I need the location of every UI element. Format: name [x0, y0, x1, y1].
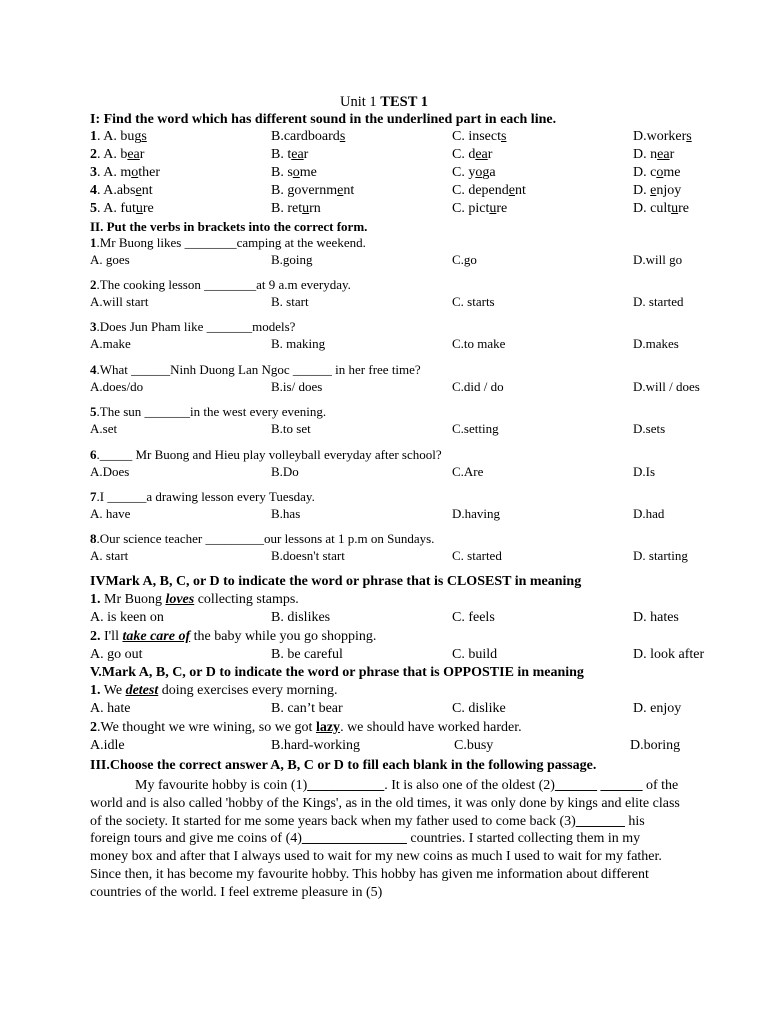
sound-question-row: [90, 183, 730, 201]
option-suffix: rn: [309, 201, 321, 216]
answer-option: B.has: [271, 506, 301, 521]
answer-row: [90, 506, 730, 524]
answer-option: D.makes: [633, 336, 679, 351]
section-5-heading: V.Mark A, B, C, or D to indicate the word or phrase that is OPPOSTIE in meaning: [90, 665, 584, 680]
question-number: 5: [90, 404, 97, 419]
answer-option: C. starts: [452, 294, 495, 309]
answer-option: A.set: [90, 421, 118, 436]
answer-row: [90, 464, 730, 482]
question-text: .Our science teacher _________our lessons at 1 p.m on Sundays.: [96, 531, 435, 546]
answer-option: B. making: [271, 336, 326, 351]
answer-option: [452, 165, 496, 181]
answer-option: C.go: [452, 252, 477, 267]
question-text: collecting stamps.: [194, 592, 299, 607]
option-prefix: . A. m: [97, 165, 132, 180]
blank-1: ___________: [307, 778, 385, 793]
answer-option: [90, 201, 154, 217]
answer-option: [633, 201, 689, 217]
question-number: 3: [90, 165, 97, 180]
passage-text-5: countries. I started collecting them in my money box and after that I always used to wait for my new coins as much I used to wait for my father. Since then, it has become my favourite hobby. This hobby has given me information about different countries of the world. I feel extreme pleasure in (5): [90, 831, 662, 900]
underlined-part: o: [292, 165, 300, 180]
option-suffix: me: [663, 165, 681, 180]
question-text: .Mr Buong likes ________camping at the weekend.: [96, 235, 366, 250]
answer-row: [90, 379, 730, 397]
question-text: I'll: [100, 629, 123, 644]
answer-option: [90, 183, 153, 199]
answer-row: [90, 610, 730, 628]
answer-option: A.idle: [90, 738, 125, 753]
underlined-part: e: [508, 183, 515, 198]
option-prefix: D. cult: [633, 201, 672, 216]
answer-option: [633, 147, 674, 163]
question-number: 4: [90, 183, 97, 198]
option-suffix: re: [496, 201, 508, 216]
sound-question-row: [90, 129, 730, 147]
blank-4: _______________: [301, 831, 407, 847]
underlined-part: o: [475, 165, 483, 180]
underlined-part: u: [671, 201, 679, 216]
answer-option: C. started: [452, 548, 502, 563]
question-number: 1.: [90, 592, 101, 607]
option-suffix: nt: [141, 183, 153, 198]
answer-row: [90, 647, 730, 665]
answer-option: [90, 129, 147, 145]
option-suffix: me: [299, 165, 317, 180]
question-text: .The cooking lesson ________at 9 a.m everyday.: [96, 277, 351, 292]
option-suffix: r: [139, 147, 145, 162]
answer-option: [452, 129, 506, 145]
option-suffix: nt: [514, 183, 526, 198]
answer-option: A.Does: [90, 464, 130, 479]
option-prefix: C. d: [452, 147, 476, 162]
option-prefix: C. insect: [452, 129, 501, 144]
question-text: .Does Jun Pham like _______models?: [96, 319, 296, 334]
answer-option: A.does/do: [90, 379, 144, 394]
answer-row: [90, 294, 730, 312]
answer-option: C.busy: [454, 738, 494, 753]
option-prefix: B. ret: [271, 201, 303, 216]
option-prefix: B. governm: [271, 183, 338, 198]
answer-option: [90, 165, 160, 181]
question-number: 2: [90, 277, 97, 292]
answer-option: A. start: [90, 548, 129, 563]
verb-question: [90, 531, 730, 549]
option-prefix: D. c: [633, 165, 657, 180]
option-suffix: nt: [343, 183, 355, 198]
answer-option: A. go out: [90, 647, 143, 662]
question-text: We: [100, 683, 126, 698]
option-prefix: C. depend: [452, 183, 509, 198]
title-unit: Unit 1: [340, 94, 381, 110]
answer-option: [633, 183, 681, 199]
answer-option: D.boring: [630, 738, 681, 753]
answer-option: [633, 165, 680, 181]
question-text: .What ______Ninh Duong Lan Ngoc ______ in her free time?: [96, 362, 421, 377]
underlined-part: e: [135, 183, 142, 198]
question-number: 7: [90, 489, 97, 504]
answer-option: B. dislikes: [271, 610, 331, 625]
underlined-part: o: [656, 165, 664, 180]
question-number: 1: [90, 129, 97, 144]
question-number: 3: [90, 319, 97, 334]
passage-text-4: his foreign tours and give me coins of (4): [90, 813, 645, 847]
key-phrase: loves: [165, 592, 195, 607]
verb-question: [90, 235, 730, 253]
answer-option: [452, 147, 492, 163]
answer-row: [90, 701, 730, 719]
question-text: doing exercises every morning.: [158, 683, 338, 698]
option-prefix: B.cardboard: [271, 129, 340, 144]
key-phrase: lazy: [315, 720, 341, 735]
answer-option: C.setting: [452, 421, 499, 436]
underlined-part: s: [501, 129, 507, 144]
sound-question-row: [90, 201, 730, 219]
answer-row: [90, 738, 730, 756]
answer-option: [633, 129, 692, 145]
option-suffix: ther: [138, 165, 160, 180]
meaning-question: [90, 683, 730, 701]
answer-option: [452, 201, 507, 217]
answer-option: B.doesn't start: [271, 548, 345, 563]
meaning-question: [90, 592, 730, 610]
answer-option: C.to make: [452, 336, 506, 351]
key-phrase: detest: [125, 683, 159, 698]
answer-option: D.having: [452, 506, 501, 521]
answer-option: A. have: [90, 506, 131, 521]
answer-option: [271, 183, 354, 199]
answer-option: C. build: [452, 647, 498, 662]
underlined-part: s: [686, 129, 692, 144]
answer-option: C. dislike: [452, 701, 506, 716]
question-text: Mr Buong: [100, 592, 166, 607]
answer-option: A.make: [90, 336, 131, 351]
page-title: [0, 94, 768, 111]
verb-question: [90, 319, 730, 337]
question-text: ._____ Mr Buong and Hieu play volleyball everyday after school?: [96, 447, 442, 462]
key-phrase: take care of: [122, 629, 191, 644]
section-2-heading: II. Put the verbs in brackets into the correct form.: [90, 219, 368, 234]
section-3-heading: III.Choose the correct answer A, B, C or D to fill each blank in the following passage.: [90, 758, 597, 773]
answer-option: [271, 165, 317, 181]
verb-question: [90, 277, 730, 295]
underlined-part: u: [489, 201, 497, 216]
answer-option: D.Is: [633, 464, 656, 479]
option-prefix: . A. fut: [97, 201, 136, 216]
option-prefix: B. t: [271, 147, 292, 162]
underlined-part: o: [131, 165, 139, 180]
question-number: 2: [90, 147, 97, 162]
option-prefix: C. pict: [452, 201, 490, 216]
sound-question-row: [90, 147, 730, 165]
blank-3: _______: [575, 813, 625, 829]
passage-text-2: . It is also one of the oldest (2): [384, 778, 555, 793]
question-number: 8: [90, 531, 97, 546]
section-1-heading: I: Find the word which has different sound in the underlined part in each line.: [90, 112, 557, 127]
verb-question: [90, 362, 730, 380]
option-prefix: C. y: [452, 165, 476, 180]
option-suffix: ga: [482, 165, 496, 180]
option-suffix: re: [678, 201, 689, 216]
answer-option: B.hard-working: [271, 738, 361, 753]
passage-text-3: of the world and is also called 'hobby of the Kings', as in the old times, it was only done by kings and elite class of the society. It started for me some years back when my father used to come back (3): [90, 778, 680, 829]
answer-row: [90, 548, 730, 566]
answer-option: C.Are: [452, 464, 484, 479]
answer-option: D. look after: [633, 647, 705, 662]
answer-option: D. hates: [633, 610, 679, 625]
question-number: 6: [90, 447, 97, 462]
meaning-question: [90, 720, 730, 738]
answer-option: D.will go: [633, 252, 683, 267]
underlined-part: u: [302, 201, 310, 216]
underlined-part: ea: [291, 147, 304, 162]
answer-option: C. feels: [452, 610, 495, 625]
answer-row: [90, 336, 730, 354]
answer-option: [90, 147, 144, 163]
answer-row: [90, 421, 730, 439]
question-text: .The sun _______in the west every evening.: [96, 404, 327, 419]
underlined-part: s: [339, 129, 346, 144]
question-number: 4: [90, 362, 97, 377]
underlined-part: ea: [127, 147, 140, 162]
answer-option: [452, 183, 526, 199]
answer-option: D.had: [633, 506, 665, 521]
question-text: .I ______a drawing lesson every Tuesday.: [96, 489, 315, 504]
underlined-part: u: [135, 201, 143, 216]
option-prefix: . A. b: [97, 147, 128, 162]
passage-text-1: My favourite hobby is coin (1): [135, 778, 308, 793]
answer-option: [271, 147, 308, 163]
verb-question: [90, 404, 730, 422]
answer-row: [90, 252, 730, 270]
section-4-heading: IVMark A, B, C, or D to indicate the word or phrase that is CLOSEST in meaning: [90, 574, 582, 589]
underlined-part: ea: [657, 147, 670, 162]
meaning-question: [90, 629, 730, 647]
underlined-part: s: [141, 129, 147, 144]
option-prefix: D.worker: [633, 129, 687, 144]
answer-option: B. start: [271, 294, 309, 309]
question-number: 5: [90, 201, 97, 216]
option-prefix: B. s: [271, 165, 293, 180]
answer-option: A.will start: [90, 294, 149, 309]
question-text: . we should have worked harder.: [340, 720, 522, 735]
answer-option: B.Do: [271, 464, 299, 479]
underlined-part: ea: [475, 147, 488, 162]
underlined-part: e: [337, 183, 344, 198]
option-suffix: re: [142, 201, 154, 216]
verb-question: [90, 447, 730, 465]
option-suffix: njoy: [656, 183, 682, 198]
reading-passage: [90, 777, 680, 902]
answer-option: B.is/ does: [271, 379, 323, 394]
answer-option: A. hate: [90, 701, 131, 716]
option-prefix: . A. bug: [97, 129, 142, 144]
answer-option: D. starting: [633, 548, 688, 563]
title-test: TEST 1: [380, 94, 428, 110]
option-suffix: r: [669, 147, 675, 162]
answer-option: [271, 129, 345, 145]
option-prefix: D.: [633, 183, 651, 198]
answer-option: A. goes: [90, 252, 130, 267]
option-prefix: D. n: [633, 147, 658, 162]
answer-option: D. enjoy: [633, 701, 682, 716]
answer-option: D. started: [633, 294, 684, 309]
answer-option: D.sets: [633, 421, 666, 436]
question-number: 2.: [90, 629, 101, 644]
answer-option: B. be careful: [271, 647, 343, 662]
answer-option: C.did / do: [452, 379, 504, 394]
answer-option: D.will / does: [633, 379, 700, 394]
sound-question-row: [90, 165, 730, 183]
question-number: 1: [90, 235, 97, 250]
option-suffix: r: [303, 147, 309, 162]
answer-option: B.going: [271, 252, 313, 267]
option-prefix: . A.abs: [97, 183, 136, 198]
blank-2: ______ ______: [554, 778, 643, 793]
question-text: .We thought we wre wining, so we got: [97, 720, 316, 735]
answer-option: A. is keen on: [90, 610, 164, 625]
question-number: 2: [90, 720, 97, 735]
underlined-part: e: [650, 183, 657, 198]
question-number: 1.: [90, 683, 101, 698]
option-suffix: r: [487, 147, 493, 162]
verb-question: [90, 489, 730, 507]
answer-option: B. can’t bear: [271, 701, 343, 716]
answer-option: B.to set: [271, 421, 311, 436]
answer-option: [271, 201, 321, 217]
question-text: the baby while you go shopping.: [190, 629, 377, 644]
